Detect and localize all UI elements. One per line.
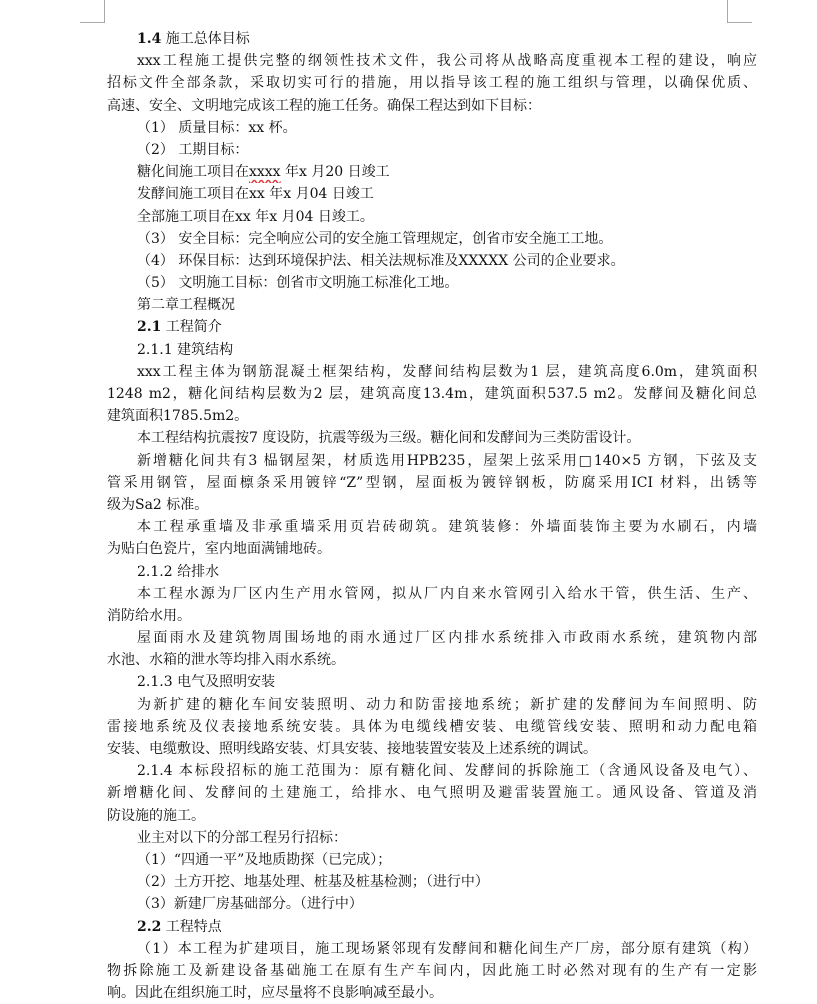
heading-2-1-2: 2.1.2 给排水 <box>137 563 220 580</box>
quality-goal: （1） 质量目标：xx 杯。 <box>137 119 297 136</box>
safety-goal: （3） 安全目标：完全响应公司的安全施工管理规定，创省市安全施工工地。 <box>137 230 613 247</box>
paragraph-line: 2.1.4 本标段招标的施工范围为：原有糖化间、发酵间的拆除施工（含通风设备及电气）、 <box>137 763 757 780</box>
period-goal: （2） 工期目标： <box>137 141 249 158</box>
paragraph-line: 消防给水用。 <box>107 607 191 624</box>
paragraph-line: 本工程结构抗震按7 度设防，抗震等级为三级。糖化间和发酵间为三类防雷设计。 <box>137 430 641 447</box>
paragraph-line: 防设施的施工。 <box>107 807 205 824</box>
chapter-2-title: 第二章工程概况 <box>137 297 235 314</box>
list-item: （1）“四通一平”及地质勘探（已完成）； <box>137 851 392 868</box>
paragraph-line: 水池、水箱的泄水等均排入雨水系统。 <box>107 652 345 669</box>
spellcheck-mark: xxxx <box>249 164 281 181</box>
paragraph-line: （1）本工程为扩建项目，施工现场紧邻现有发酵间和糖化间生产厂房，部分原有建筑（构） <box>137 940 757 957</box>
paragraph-line: 本工程水源为厂区内生产用水管网，拟从厂内自来水管网引入给水干管，供生活、生产、 <box>137 585 757 602</box>
all-deadline: 全部施工项目在xx 年x 月04 日竣工。 <box>137 208 374 225</box>
paragraph-line: 为贴白色瓷片，室内地面满铺地砖。 <box>107 541 331 558</box>
paragraph-line: 建筑面积1785.5m2。 <box>107 408 249 425</box>
paragraph-line: 屋面雨水及建筑物周围场地的雨水通过厂区内排水系统排入市政雨水系统，建筑物内部 <box>137 630 757 647</box>
paragraph-line: 响。因此在组织施工时，应尽量将不良影响减至最小。 <box>107 985 443 1002</box>
paragraph-line: 雷接地系统及仪表接地系统安装。具体为电缆线槽安装、电缆管线安装、照明和动力配电箱 <box>107 718 757 735</box>
heading-2-1: 2.1 工程简介 <box>137 319 222 336</box>
civil-goal: （5） 文明施工目标：创省市文明施工标准化工地。 <box>137 275 459 292</box>
list-item: （3）新建厂房基础部分。（进行中） <box>137 896 363 913</box>
page-corner-mark-top-left <box>80 0 105 23</box>
heading-2-1-3: 2.1.3 电气及照明安装 <box>137 674 276 691</box>
heading-2-2: 2.2 工程特点 <box>137 918 222 935</box>
list-item: （2）土方开挖、地基处理、桩基及桩基检测；（进行中） <box>137 874 489 891</box>
paragraph-line: 物拆除施工及新建设备基础施工在原有生产车间内，因此施工时必然对现有的生产有一定影 <box>107 962 757 979</box>
paragraph-line: 管采用钢管，屋面檩条采用镀锌“Z”型钢，屋面板为镀锌钢板，防腐采用ICI 材料，出锈等 <box>107 474 757 491</box>
document-body <box>107 28 757 1004</box>
paragraph-line: 新增糖化间共有3 榀钢屋架，材质选用HPB235，屋架上弦采用□140×5 方钢，下弦及支 <box>137 452 757 469</box>
paragraph-line: 招标文件全部条款，采取切实可行的措施，用以指导该工程的施工组织与管理，以确保优质、 <box>107 75 757 92</box>
paragraph-line: 级为Sa2 标准。 <box>107 496 209 513</box>
paragraph-line: xxx工程施工提供完整的纲领性技术文件，我公司将从战略高度重视本工程的建设，响应 <box>137 53 757 70</box>
paragraph-line: 高速、安全、文明地完成该工程的施工任务。确保工程达到如下目标： <box>107 97 541 114</box>
page-corner-mark-top-right <box>727 0 752 23</box>
env-goal: （4） 环保目标：达到环境保护法、相关法规标准及XXXXX 公司的企业要求。 <box>137 252 625 269</box>
paragraph-line: 本工程承重墙及非承重墙采用页岩砖砌筑。建筑装修：外墙面装饰主要为水刷石，内墙 <box>137 519 757 536</box>
paragraph-line: 1248 m2，糖化间结构层数为2 层，建筑高度13.4m，建筑面积537.5 m2。发酵间及糖化间总 <box>107 386 757 402</box>
heading-1-4: 1.4 施工总体目标 <box>137 31 250 47</box>
paragraph-line: 业主对以下的分部工程另行招标： <box>137 829 347 846</box>
heading-2-1-1: 2.1.1 建筑结构 <box>137 341 234 358</box>
sugar-room-deadline: 糖化间施工项目在xxxx 年x 月20 日竣工 <box>137 164 390 181</box>
paragraph-line: 新增糖化间、发酵间的土建施工，给排水、电气照明及避雷装置施工。通风设备、管道及消 <box>107 785 757 802</box>
paragraph-line: 为新扩建的糖化车间安装照明、动力和防雷接地系统；新扩建的发酵间为车间照明、防 <box>137 696 757 713</box>
ferment-room-deadline: 发酵间施工项目在xx 年x 月04 日竣工 <box>137 186 374 203</box>
paragraph-line: 安装、电缆敷设、照明线路安装、灯具安装、接地装置安装及上述系统的调试。 <box>107 741 597 757</box>
paragraph-line: xxx工程主体为钢筋混凝土框架结构，发酵间结构层数为1 层，建筑高度6.0m，建筑面积 <box>137 363 757 380</box>
